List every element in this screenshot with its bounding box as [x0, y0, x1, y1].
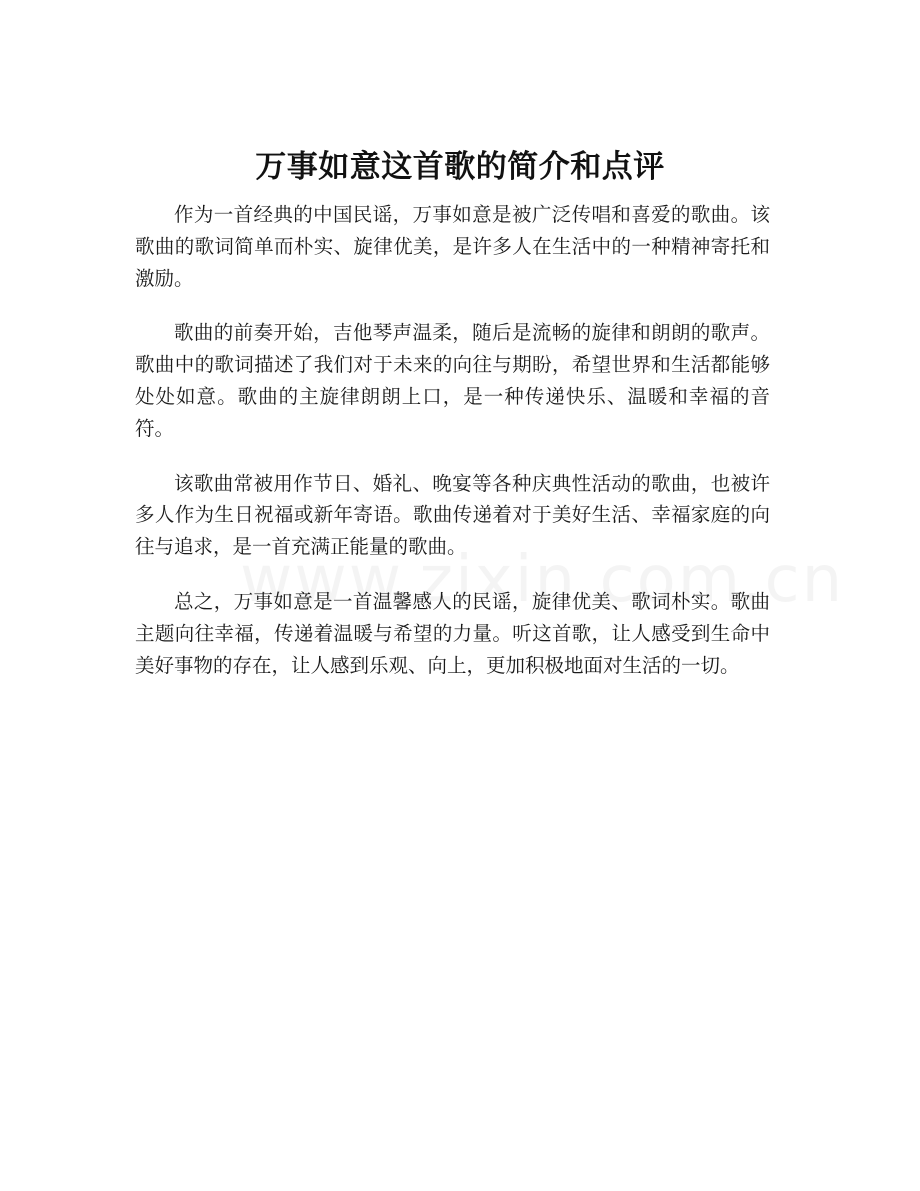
paragraph-melody: 歌曲的前奏开始，吉他琴声温柔，随后是流畅的旋律和朗朗的歌声。歌曲中的歌词描述了我们对于未来的向往与期盼，希望世界和生活都能够处处如意。歌曲的主旋律朗朗上口，是一种传递快乐、温暖和幸福的音符。	[135, 321, 770, 440]
paragraph-intro: 作为一首经典的中国民谣，万事如意是被广泛传唱和喜爱的歌曲。该歌曲的歌词简单而朴实、旋律优美，是许多人在生活中的一种精神寄托和激励。	[135, 203, 770, 290]
document-title: 万事如意这首歌的简介和点评	[255, 149, 665, 185]
paragraph-usage: 该歌曲常被用作节日、婚礼、晚宴等各种庆典性活动的歌曲，也被许多人作为生日祝福或新年寄语。歌曲传递着对于美好生活、幸福家庭的向往与追求，是一首充满正能量的歌曲。	[135, 471, 770, 559]
document-body	[135, 199, 770, 704]
paragraph-conclusion: 总之，万事如意是一首温馨感人的民谣，旋律优美、歌词朴实。歌曲主题向往幸福，传递着温暖与希望的力量。听这首歌，让人感受到生命中美好事物的存在，让人感到乐观、向上，更加积极地面对生活的一切。	[135, 589, 770, 677]
